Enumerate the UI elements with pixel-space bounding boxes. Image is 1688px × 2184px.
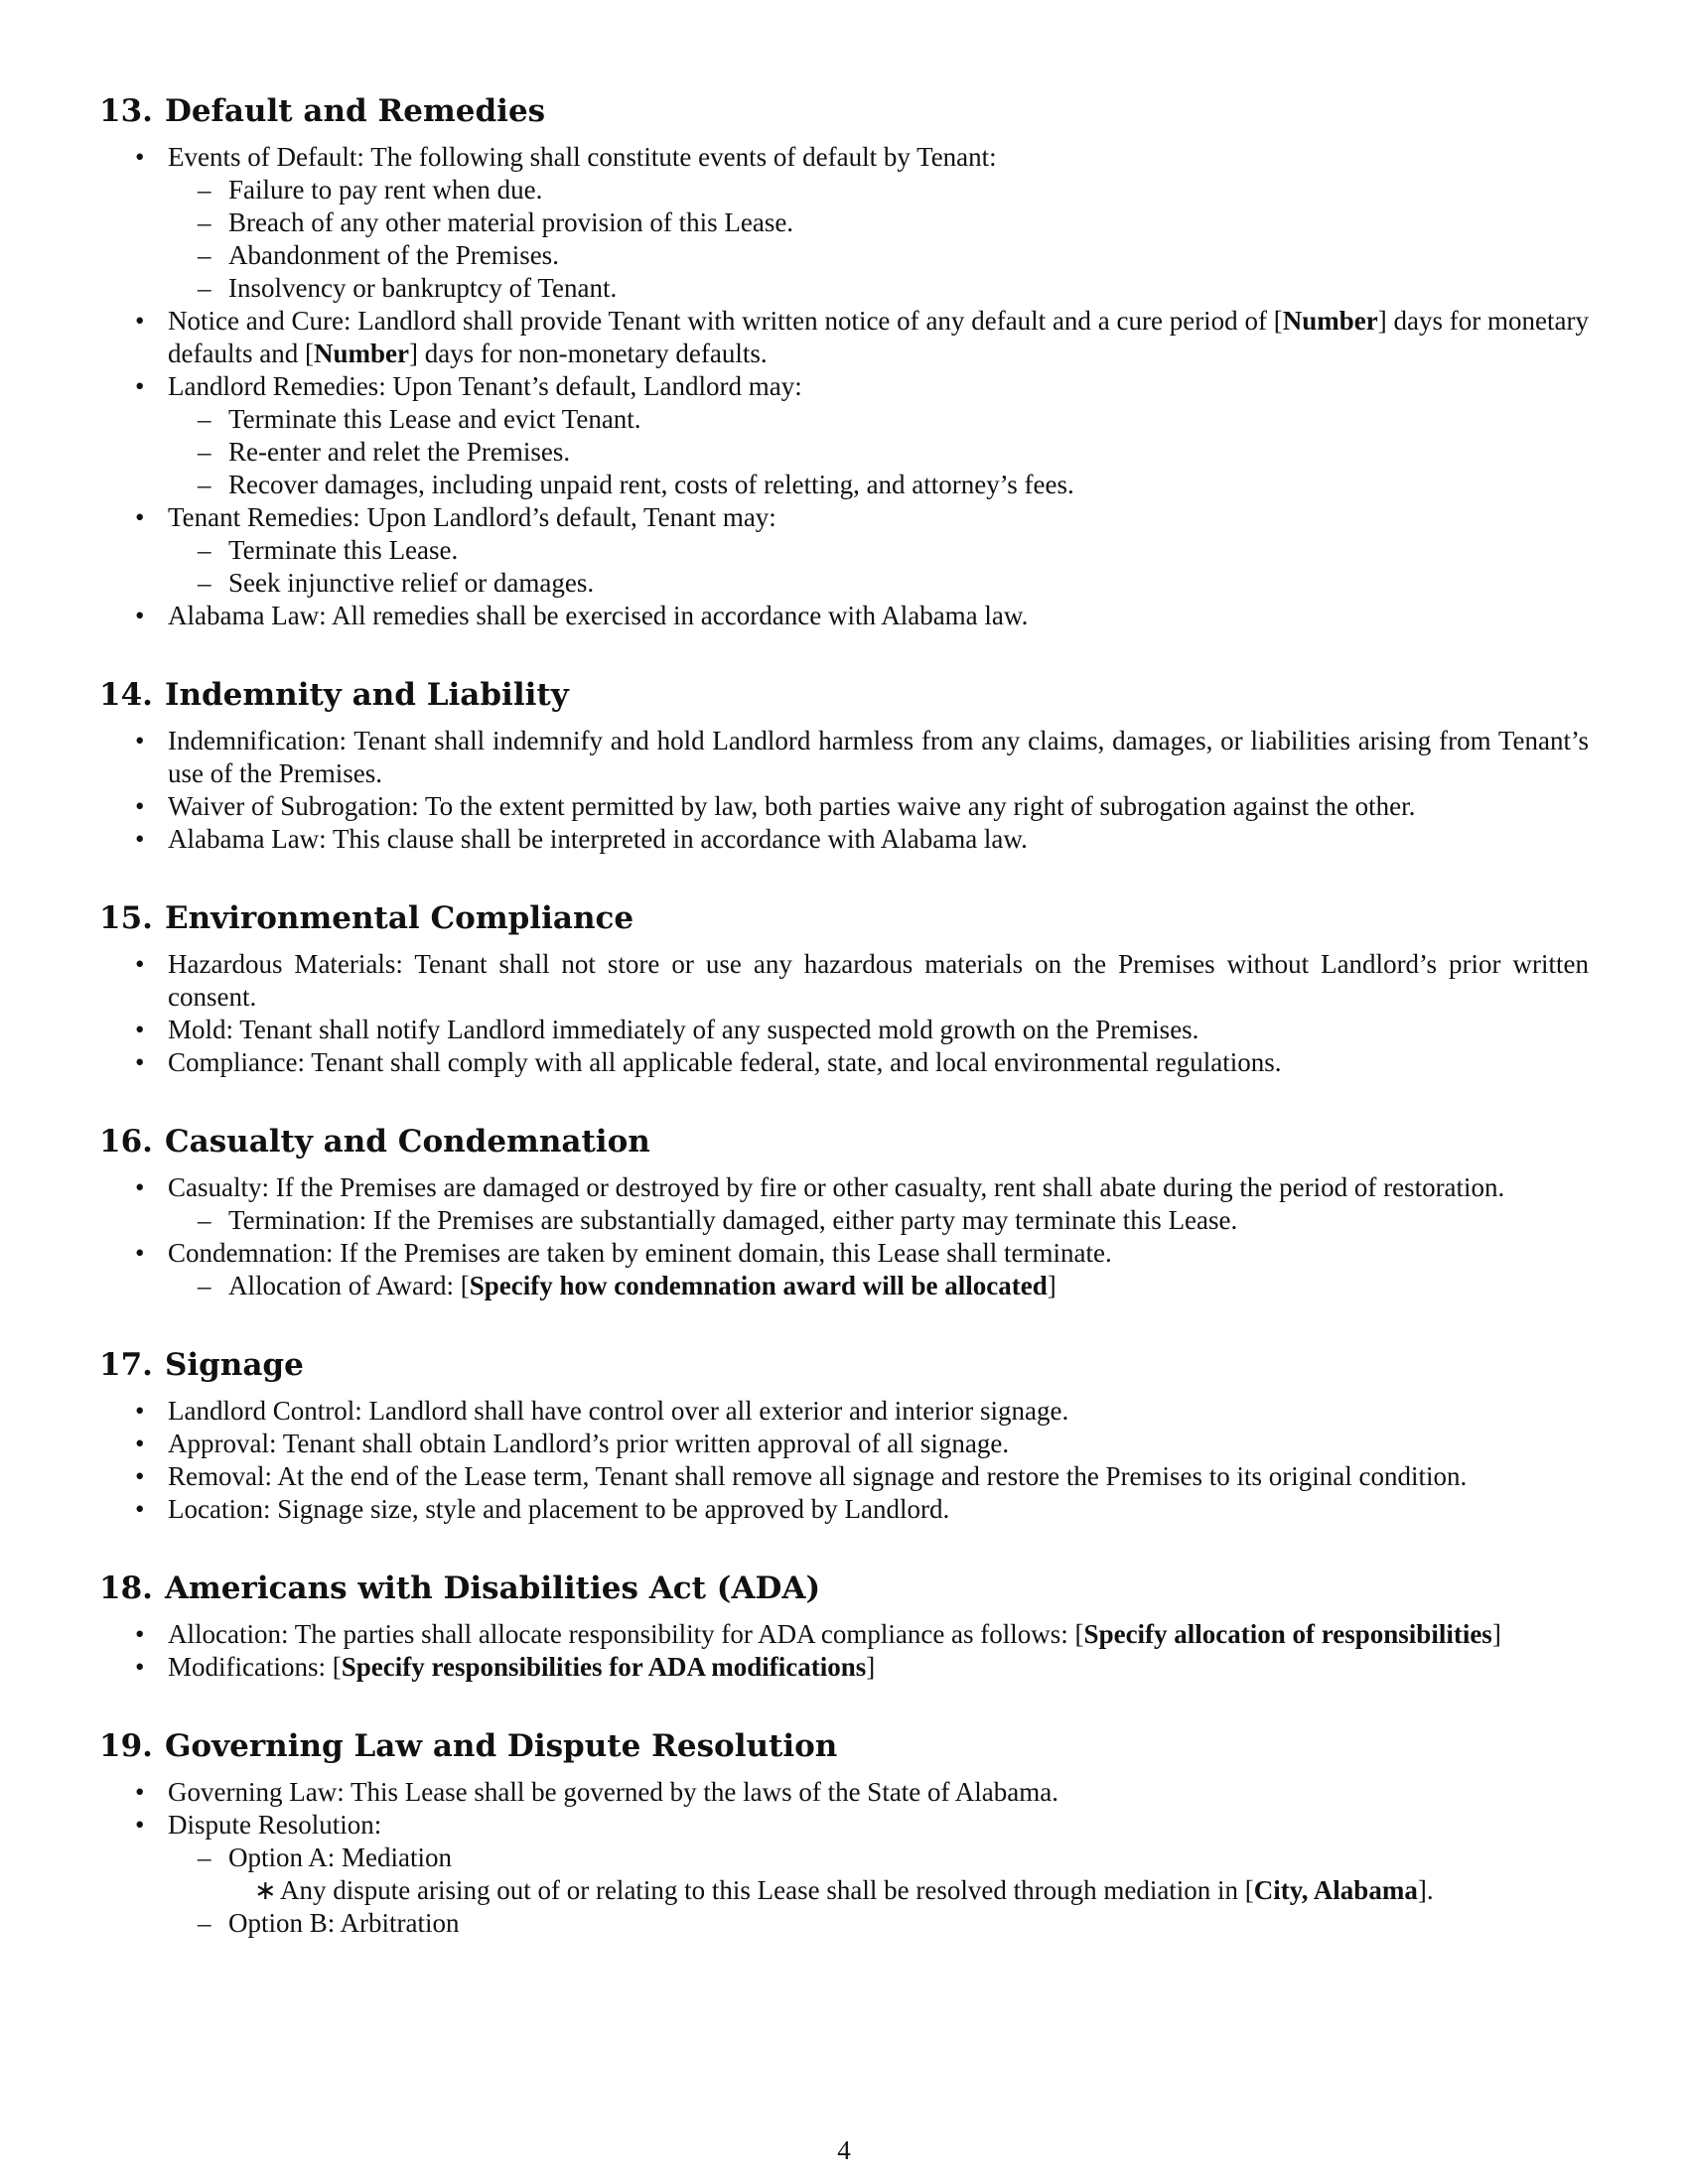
text-segment: Insolvency or bankruptcy of Tenant. bbox=[228, 273, 618, 303]
section-heading bbox=[99, 673, 1589, 717]
placeholder-text: Number bbox=[313, 339, 409, 368]
item-text bbox=[168, 371, 802, 401]
text-segment: ] days for monetary defaults and [ bbox=[168, 306, 1589, 368]
placeholder-text: Specify allocation of responsibilities bbox=[1083, 1619, 1492, 1649]
list-item bbox=[99, 1493, 1589, 1526]
item-text bbox=[228, 535, 458, 565]
text-segment: Modifications: [ bbox=[168, 1652, 342, 1682]
item-text bbox=[168, 1494, 949, 1524]
section-title: Environmental Compliance bbox=[164, 900, 634, 936]
text-segment: ] bbox=[866, 1652, 876, 1682]
text-segment: Casualty: If the Premises are damaged or destroyed by fire or other casualty, rent shall abate during the period of restoration. bbox=[168, 1172, 1505, 1202]
item-text bbox=[228, 207, 793, 237]
text-segment: Option A: Mediation bbox=[228, 1843, 452, 1872]
section-19 bbox=[99, 1724, 1589, 1940]
item-text bbox=[168, 726, 1589, 788]
text-segment: Re-enter and relet the Premises. bbox=[228, 437, 571, 467]
text-segment: Governing Law: This Lease shall be governed by the laws of the State of Alabama. bbox=[168, 1777, 1058, 1807]
bullet-list bbox=[99, 1395, 1589, 1526]
list-item bbox=[99, 501, 1589, 600]
text-segment: Notice and Cure: Landlord shall provide Tenant with written notice of any default and a cure period of [ bbox=[168, 306, 1283, 336]
section-heading bbox=[99, 1120, 1589, 1163]
document-body bbox=[99, 89, 1589, 1980]
sub-list-item bbox=[168, 436, 1589, 469]
sub-list bbox=[168, 534, 1589, 600]
text-segment: Landlord Remedies: Upon Tenant’s default, Landlord may: bbox=[168, 371, 802, 401]
item-text bbox=[168, 1619, 1501, 1649]
text-segment: Allocation: The parties shall allocate responsibility for ADA compliance as follows: [ bbox=[168, 1619, 1084, 1649]
item-text bbox=[228, 437, 570, 467]
section-number: 17. bbox=[99, 1347, 153, 1383]
item-text bbox=[168, 1047, 1282, 1077]
section-17 bbox=[99, 1343, 1589, 1526]
list-item bbox=[99, 1809, 1589, 1940]
text-segment: Any dispute arising out of or relating to this Lease shall be resolved through mediation in [ bbox=[280, 1875, 1254, 1905]
item-text bbox=[168, 142, 997, 172]
list-item bbox=[99, 790, 1589, 823]
text-segment: Mold: Tenant shall notify Landlord immediately of any suspected mold growth on the Premises. bbox=[168, 1015, 1199, 1044]
placeholder-text: Specify responsibilities for ADA modifications bbox=[341, 1652, 867, 1682]
text-segment: Seek injunctive relief or damages. bbox=[228, 568, 595, 598]
text-segment: ]. bbox=[1417, 1875, 1434, 1905]
list-item bbox=[99, 823, 1589, 856]
item-text bbox=[228, 240, 559, 270]
item-text bbox=[228, 1271, 1056, 1300]
sub-list-item bbox=[168, 567, 1589, 600]
text-segment: ] bbox=[1491, 1619, 1501, 1649]
sub-list-item bbox=[168, 174, 1589, 206]
text-segment: Approval: Tenant shall obtain Landlord’s prior written approval of all signage. bbox=[168, 1429, 1010, 1458]
item-text bbox=[228, 568, 594, 598]
list-item bbox=[99, 1460, 1589, 1493]
item-text bbox=[168, 1652, 875, 1682]
item-text bbox=[168, 1810, 381, 1840]
section-title: Indemnity and Liability bbox=[164, 677, 569, 713]
section-title: Signage bbox=[164, 1347, 304, 1383]
sub-list bbox=[168, 1204, 1589, 1237]
section-number: 15. bbox=[99, 900, 153, 936]
text-segment: Hazardous Materials: Tenant shall not store or use any hazardous materials on the Premises without Landlord’s prior written consent. bbox=[168, 949, 1589, 1012]
section-title: Governing Law and Dispute Resolution bbox=[164, 1728, 838, 1764]
section-heading bbox=[99, 1724, 1589, 1768]
item-text bbox=[228, 1205, 1237, 1235]
section-number: 16. bbox=[99, 1124, 153, 1160]
sub-sub-list-item bbox=[228, 1874, 1589, 1907]
sub-list-item bbox=[168, 534, 1589, 567]
list-item bbox=[99, 725, 1589, 790]
bullet-list bbox=[99, 1171, 1589, 1302]
bullet-list bbox=[99, 1618, 1589, 1684]
text-segment: Dispute Resolution: bbox=[168, 1810, 382, 1840]
text-segment: Landlord Control: Landlord shall have control over all exterior and interior signage. bbox=[168, 1396, 1069, 1426]
sub-list-item bbox=[168, 1204, 1589, 1237]
item-text bbox=[168, 306, 1589, 368]
placeholder-text: City, Alabama bbox=[1253, 1875, 1418, 1905]
list-item bbox=[99, 141, 1589, 305]
list-item bbox=[99, 1428, 1589, 1460]
item-text bbox=[228, 1908, 460, 1938]
list-item bbox=[99, 1171, 1589, 1237]
section-heading bbox=[99, 1567, 1589, 1610]
item-text bbox=[280, 1875, 1434, 1905]
item-text bbox=[168, 1396, 1068, 1426]
text-segment: ] bbox=[1047, 1271, 1056, 1300]
list-item bbox=[99, 1395, 1589, 1428]
bullet-list bbox=[99, 141, 1589, 632]
sub-list bbox=[168, 174, 1589, 305]
list-item bbox=[99, 948, 1589, 1014]
sub-list-item bbox=[168, 1907, 1589, 1940]
item-text bbox=[168, 1238, 1112, 1268]
placeholder-text: Specify how condemnation award will be allocated bbox=[469, 1271, 1048, 1300]
list-item bbox=[99, 1651, 1589, 1684]
section-14 bbox=[99, 673, 1589, 856]
list-item bbox=[99, 1046, 1589, 1079]
text-segment: Removal: At the end of the Lease term, Tenant shall remove all signage and restore the Premises to its original condition. bbox=[168, 1461, 1468, 1491]
sub-list-item bbox=[168, 469, 1589, 501]
text-segment: Abandonment of the Premises. bbox=[228, 240, 559, 270]
list-item bbox=[99, 1618, 1589, 1651]
bullet-list bbox=[99, 1776, 1589, 1940]
sub-list-item bbox=[168, 403, 1589, 436]
list-item bbox=[99, 1014, 1589, 1046]
item-text bbox=[168, 502, 776, 532]
item-text bbox=[168, 601, 1028, 630]
item-text bbox=[228, 470, 1074, 499]
text-segment: Breach of any other material provision of this Lease. bbox=[228, 207, 794, 237]
item-text bbox=[168, 1461, 1467, 1491]
item-text bbox=[168, 1777, 1058, 1807]
text-segment: Indemnification: Tenant shall indemnify and hold Landlord harmless from any claims, damages, or liabilities arising from Tenant’s use of the Premises. bbox=[168, 726, 1589, 788]
text-segment: Location: Signage size, style and placement to be approved by Landlord. bbox=[168, 1494, 950, 1524]
text-segment: Termination: If the Premises are substantially damaged, either party may terminate this Lease. bbox=[228, 1205, 1238, 1235]
bullet-list bbox=[99, 725, 1589, 856]
sub-list-item bbox=[168, 272, 1589, 305]
section-number: 13. bbox=[99, 93, 153, 129]
item-text bbox=[168, 791, 1415, 821]
page-number: 4 bbox=[837, 2135, 851, 2165]
sub-list bbox=[168, 403, 1589, 501]
item-text bbox=[168, 949, 1589, 1012]
item-text bbox=[228, 404, 641, 434]
text-segment: Option B: Arbitration bbox=[228, 1908, 460, 1938]
sub-list-item bbox=[168, 1270, 1589, 1302]
section-heading bbox=[99, 896, 1589, 940]
text-segment: Failure to pay rent when due. bbox=[228, 175, 543, 205]
text-segment: Waiver of Subrogation: To the extent permitted by law, both parties waive any right of subrogation against the other. bbox=[168, 791, 1416, 821]
item-text bbox=[168, 1429, 1009, 1458]
list-item bbox=[99, 600, 1589, 632]
text-segment: ] days for non-monetary defaults. bbox=[408, 339, 768, 368]
section-number: 14. bbox=[99, 677, 153, 713]
section-heading bbox=[99, 89, 1589, 133]
section-title: Default and Remedies bbox=[164, 93, 546, 129]
sub-list-item bbox=[168, 206, 1589, 239]
sub-sub-list bbox=[228, 1874, 1589, 1907]
list-item bbox=[99, 1776, 1589, 1809]
section-18 bbox=[99, 1567, 1589, 1684]
section-heading bbox=[99, 1343, 1589, 1387]
text-segment: Terminate this Lease and evict Tenant. bbox=[228, 404, 641, 434]
section-13 bbox=[99, 89, 1589, 632]
text-segment: Terminate this Lease. bbox=[228, 535, 459, 565]
list-item bbox=[99, 305, 1589, 370]
text-segment: Events of Default: The following shall constitute events of default by Tenant: bbox=[168, 142, 997, 172]
sub-list-item bbox=[168, 1842, 1589, 1907]
section-title: Casualty and Condemnation bbox=[164, 1124, 650, 1160]
text-segment: Alabama Law: This clause shall be interpreted in accordance with Alabama law. bbox=[168, 824, 1028, 854]
text-segment: Condemnation: If the Premises are taken by eminent domain, this Lease shall terminate. bbox=[168, 1238, 1112, 1268]
sub-list bbox=[168, 1842, 1589, 1940]
item-text bbox=[168, 1015, 1198, 1044]
text-segment: Compliance: Tenant shall comply with all applicable federal, state, and local environmental regulations. bbox=[168, 1047, 1282, 1077]
section-16 bbox=[99, 1120, 1589, 1302]
text-segment: Tenant Remedies: Upon Landlord’s default, Tenant may: bbox=[168, 502, 776, 532]
text-segment: Recover damages, including unpaid rent, costs of reletting, and attorney’s fees. bbox=[228, 470, 1074, 499]
text-segment: Alabama Law: All remedies shall be exercised in accordance with Alabama law. bbox=[168, 601, 1029, 630]
list-item bbox=[99, 370, 1589, 501]
item-text bbox=[168, 824, 1028, 854]
item-text bbox=[228, 175, 542, 205]
section-number: 19. bbox=[99, 1728, 153, 1764]
list-item bbox=[99, 1237, 1589, 1302]
sub-list-item bbox=[168, 239, 1589, 272]
item-text bbox=[228, 273, 617, 303]
item-text bbox=[168, 1172, 1504, 1202]
bullet-list bbox=[99, 948, 1589, 1079]
placeholder-text: Number bbox=[1282, 306, 1378, 336]
text-segment: Allocation of Award: [ bbox=[228, 1271, 470, 1300]
section-title: Americans with Disabilities Act (ADA) bbox=[164, 1570, 821, 1606]
item-text bbox=[228, 1843, 452, 1872]
section-number: 18. bbox=[99, 1570, 153, 1606]
section-15 bbox=[99, 896, 1589, 1079]
sub-list bbox=[168, 1270, 1589, 1302]
